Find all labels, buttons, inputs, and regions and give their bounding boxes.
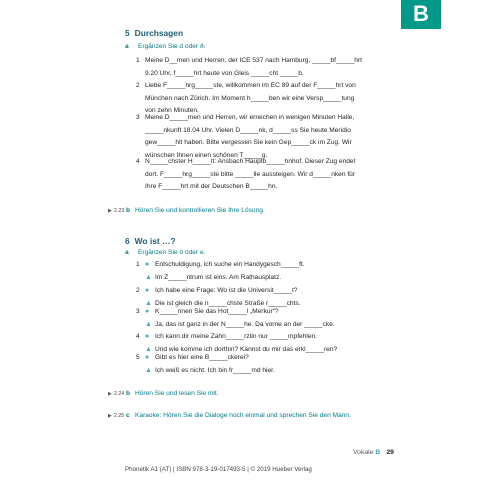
task-letter: c <box>126 412 130 419</box>
dialog-answer: Und wie komme ich dorthin? Kannst du mir das erkl_____ren? <box>155 345 338 353</box>
dialog-question: Entschuldigung, ich suche ein Handygesch_____ft. <box>155 261 305 268</box>
item-line: Liebe F_____hrg_____ste, willkommen im EC 89 auf der F_____hrt von <box>145 82 356 89</box>
item-line: Meine D_____men und Herren, wir erreichen in wenigen Minuten Halle, <box>145 114 355 121</box>
exercise-item-1 <box>136 55 385 80</box>
section-6-title: Wo ist …? <box>134 236 176 246</box>
task-instruction: Ergänzen Sie ö oder e. <box>138 249 206 256</box>
dialog-number: 2 <box>136 287 140 294</box>
speaker-b-triangle-icon: ▲ <box>145 366 152 374</box>
item-line: 9.20 Uhr, f_____hrt heute von Gleis _____cht _____b. <box>145 69 304 77</box>
dialog-answer: Die ist gleich die n_____chste Straße r_____chts. <box>155 299 301 307</box>
item-line: gew_____hlt haben. Bitte vergessen Sie kein Gep_____ck im Zug. Wir <box>145 139 352 146</box>
speaker-b-triangle-icon: ▲ <box>145 320 152 328</box>
item-number: 1 <box>136 57 140 64</box>
dialog-1 <box>136 259 305 284</box>
section-tab-b: B <box>401 0 441 29</box>
speaker-a-bullet-icon: ● <box>145 333 150 340</box>
dialog-answer: Ich weiß es nicht. Ich bin fr_____md hier. <box>155 366 275 374</box>
audio-track-number: 2.23 <box>114 208 125 214</box>
page-footer-label <box>353 449 394 456</box>
section-6-task-c <box>108 412 351 419</box>
speaker-a-bullet-icon: ● <box>145 287 150 294</box>
item-line: Meine D__men und Herren, der ICE 537 nach Hamburg, _____bf_____hrt <box>145 57 362 64</box>
audio-track-number: 2.25 <box>114 413 125 419</box>
section-6-number: 6 <box>125 236 130 246</box>
item-line: München nach Zürich. Im Moment h_____ben wir eine Versp_____tung <box>145 94 355 102</box>
dialog-question: Ich kann dir meine Zahn_____rztin nur _____mpfehlen. <box>155 333 318 340</box>
section-5-number: 5 <box>125 28 130 38</box>
footer-section-label: Vokale <box>353 449 374 456</box>
dialog-question: Ich habe eine Frage: Wo ist die Universit_____t? <box>155 287 298 294</box>
audio-play-icon[interactable]: ▶ <box>108 391 112 397</box>
item-line: von zehn Minuten. <box>145 107 199 114</box>
section-5-task-b <box>108 207 265 214</box>
speaker-b-triangle-icon: ▲ <box>145 299 152 307</box>
item-line: _____nkunft 18.04 Uhr. Vielen D_____nk, d_____ss Sie heute Meridio <box>145 126 351 134</box>
speaker-b-triangle-icon: ▲ <box>145 273 152 281</box>
task-letter: a <box>125 43 129 50</box>
dialog-number: 5 <box>136 354 140 361</box>
dialog-5 <box>136 352 275 377</box>
dialog-answer: Im Z_____ntrum ist eins. Am Rathausplatz. <box>155 273 282 281</box>
item-line: wünschen Ihnen einen schönen T_____g. <box>145 151 268 159</box>
audio-play-icon[interactable]: ▶ <box>108 208 112 214</box>
audio-track-number: 2.24 <box>114 391 125 397</box>
dialog-number: 3 <box>136 308 140 315</box>
footer-section-letter: B <box>375 449 381 456</box>
task-instruction: Ergänzen Sie d oder ð. <box>138 43 206 50</box>
task-letter: b <box>126 390 131 397</box>
dialog-question: Gibt es hier eine B_____ckerei? <box>155 354 249 361</box>
task-instruction: Hören Sie und lesen Sie mit. <box>135 390 219 397</box>
task-letter: b <box>126 207 131 214</box>
section-6-task-b <box>108 390 219 397</box>
task-instruction: Karaoke: Hören Sie die Dialoge noch einmal und sprechen Sie den Mann. <box>135 412 351 419</box>
section-5-task-a <box>125 43 205 50</box>
audio-play-icon[interactable]: ▶ <box>108 413 112 419</box>
task-letter: a <box>125 249 129 256</box>
dialog-answer: Ja, das ist ganz in der N_____he. Da vorne an der _____cke. <box>155 320 335 328</box>
item-line: Ihre F_____hrt mit der Deutschen B_____hn. <box>145 183 278 190</box>
speaker-a-bullet-icon: ● <box>145 354 150 361</box>
dialog-number: 1 <box>136 261 140 268</box>
item-line: dort. F_____hrg_____ste bitte _____lle aussteigen. Wir d_____nken für <box>145 170 356 178</box>
item-number: 4 <box>136 158 140 165</box>
exercise-item-4 <box>136 156 385 194</box>
speaker-a-bullet-icon: ● <box>145 261 150 268</box>
page-number: 29 <box>386 449 394 456</box>
speaker-b-triangle-icon: ▲ <box>145 345 152 353</box>
task-instruction: Hören Sie und kontrollieren Sie Ihre Lösung. <box>135 207 265 214</box>
section-5-heading <box>125 28 183 38</box>
section-5-title: Durchsagen <box>134 28 184 38</box>
exercise-item-3 <box>136 112 385 162</box>
section-6-heading <box>125 236 175 246</box>
speaker-a-bullet-icon: ● <box>145 308 150 315</box>
item-number: 2 <box>136 82 140 89</box>
item-number: 3 <box>136 114 140 121</box>
dialog-question: K_____nnen Sie das Hot_____l „Merkur“? <box>155 308 279 315</box>
dialog-3 <box>136 306 335 331</box>
dialog-number: 4 <box>136 333 140 340</box>
copyright-line: Phonetik A1 (AT) | ISBN 978-3-19-017493-5 | © 2019 Hueber Verlag <box>125 466 312 473</box>
section-6-task-a <box>125 249 205 256</box>
item-line: N_____chster H_____lt: Ansbach Hauptb_____hnhof. Dieser Zug endet <box>145 158 356 165</box>
